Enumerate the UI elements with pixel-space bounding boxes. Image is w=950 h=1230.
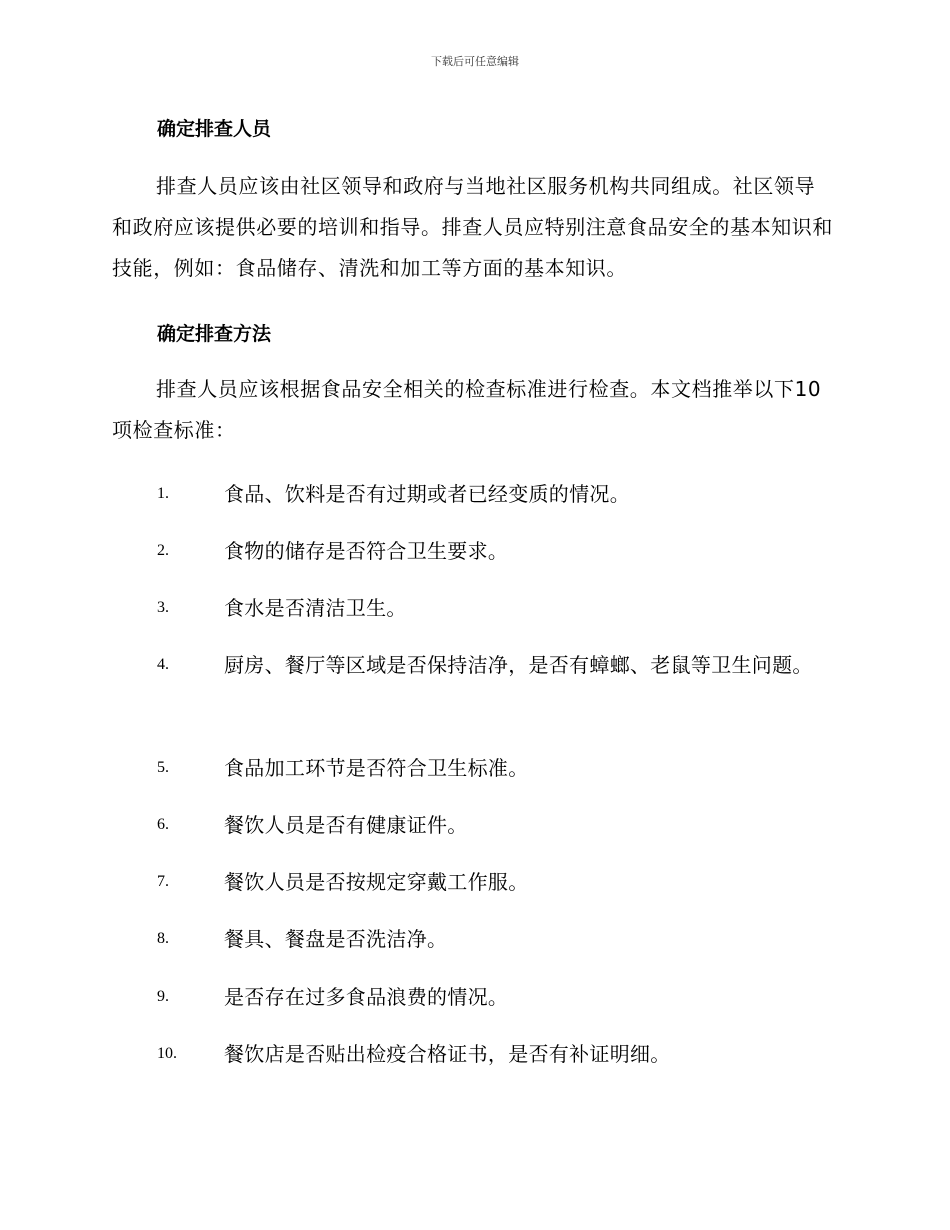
list-item-number: 8. bbox=[157, 930, 169, 947]
list-item bbox=[112, 1040, 834, 1080]
list-item bbox=[112, 868, 834, 908]
list-item bbox=[112, 480, 834, 520]
list-item-text: 厨房、餐厅等区域是否保持洁净，是否有蟑螂、老鼠等卫生问题。 bbox=[224, 653, 813, 677]
list-item-number: 2. bbox=[157, 542, 169, 559]
list-item-text: 食水是否清洁卫生。 bbox=[224, 596, 407, 620]
list-item bbox=[112, 537, 834, 577]
list-item-number: 3. bbox=[157, 599, 169, 616]
list-item-text: 是否存在过多食品浪费的情况。 bbox=[224, 985, 509, 1009]
list-item bbox=[112, 651, 834, 691]
list-item-text: 餐具、餐盘是否洗洁净。 bbox=[224, 927, 448, 951]
section-paragraph-method: 排查人员应该根据食品安全相关的检查标准进行检查。本文档推举以下10项检查标准： bbox=[112, 377, 822, 442]
list-item bbox=[112, 754, 834, 794]
list-item-text: 食物的储存是否符合卫生要求。 bbox=[224, 539, 509, 563]
list-item-number: 7. bbox=[157, 873, 169, 890]
list-item-text: 餐饮人员是否按规定穿戴工作服。 bbox=[224, 870, 529, 894]
list-item bbox=[112, 925, 834, 965]
list-item-text: 食品加工环节是否符合卫生标准。 bbox=[224, 756, 529, 780]
list-item-number: 1. bbox=[157, 485, 169, 502]
list-item-text: 食品、饮料是否有过期或者已经变质的情况。 bbox=[224, 482, 630, 506]
list-item-text: 餐饮人员是否有健康证件。 bbox=[224, 813, 468, 837]
page-header: 下载后可任意编辑 bbox=[431, 55, 519, 68]
section-heading-method: 确定排查方法 bbox=[157, 323, 272, 345]
list-item-number: 4. bbox=[157, 656, 169, 673]
list-item bbox=[112, 594, 834, 634]
list-item-number: 10. bbox=[157, 1045, 177, 1062]
list-item bbox=[112, 983, 834, 1023]
list-item-number: 9. bbox=[157, 988, 169, 1005]
list-item-number: 5. bbox=[157, 759, 169, 776]
list-item-text: 餐饮店是否贴出检疫合格证书，是否有补证明细。 bbox=[224, 1042, 671, 1066]
section-heading-personnel: 确定排查人员 bbox=[157, 118, 272, 140]
section-paragraph-personnel: 排查人员应该由社区领导和政府与当地社区服务机构共同组成。社区领导和政府应该提供必要的培训和指导。排查人员应特别注意食品安全的基本知识和技能，例如：食品储存、清洗和加工等方面的基本知识。 bbox=[112, 174, 833, 280]
list-item-number: 6. bbox=[157, 816, 169, 833]
list-item bbox=[112, 811, 834, 851]
